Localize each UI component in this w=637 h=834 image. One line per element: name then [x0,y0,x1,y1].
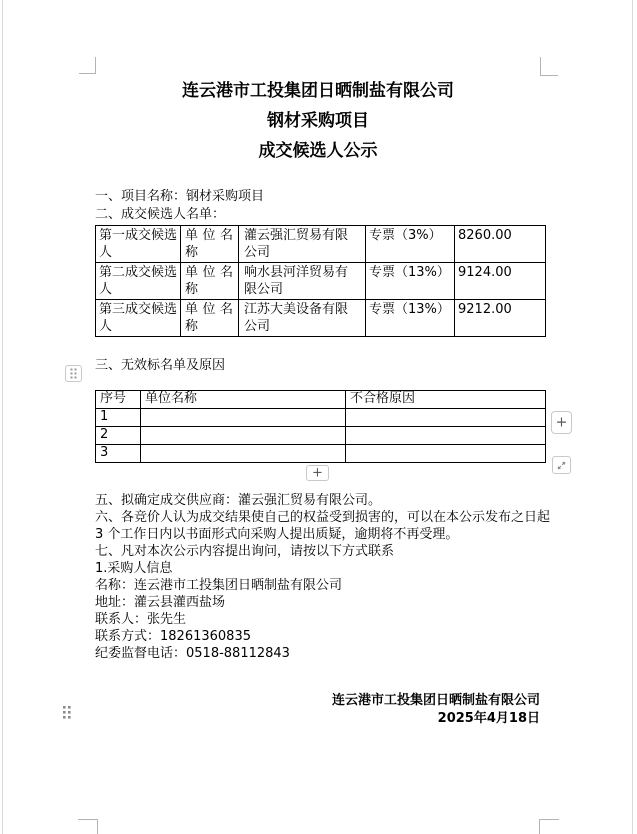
text-boundary-mark-top-right [540,57,558,76]
doc-title-project: 钢材采购项目 [267,111,369,131]
paragraph-purchaser-name: 名称：连云港市工投集团日晒制盐有限公司 [95,578,343,593]
invalid-table-header-row [96,391,546,409]
plus-icon: + [555,414,568,430]
paragraph-discipline-phone: 纪委监督电话：0518-88112843 [95,646,290,661]
block-drag-handle-icon [62,705,72,724]
plus-icon: + [312,465,323,480]
candidate-field-label-cell[interactable]: 单位名称 [181,263,239,300]
expand-table-button[interactable] [552,456,571,474]
candidate-company-cell[interactable]: 江苏大美设备有限公司 [239,300,366,337]
row-no-cell[interactable]: 2 [96,427,141,445]
invalid-row-3 [96,445,546,463]
paragraph-supplier: 五、拟确定成交供应商：灌云强汇贸易有限公司。 [95,493,382,508]
candidates-row-1 [96,226,546,263]
candidate-field-label-cell[interactable]: 单位名称 [181,300,239,337]
paragraph-project-name: 一、项目名称：钢材采购项目 [95,189,265,204]
candidate-price-cell[interactable]: 9212.00 [455,300,546,337]
candidates-row-2 [96,263,546,300]
paragraph-contact-heading: 七、凡对本次公示内容提出询问，请按以下方式联系 [95,544,395,559]
paragraph-objection-2: 3 个工作日内以书面形式向采购人提出质疑，逾期将不再受理。 [95,527,459,542]
candidate-price-cell[interactable]: 8260.00 [455,226,546,263]
candidate-rank-cell[interactable]: 第一成交候选人 [96,226,181,263]
header-reason-cell[interactable]: 不合格原因 [346,391,546,409]
candidate-company-cell[interactable]: 灌云强汇贸易有限公司 [239,226,366,263]
candidate-invoice-cell[interactable]: 专票（13%） [366,263,455,300]
paragraph-purchaser-phone: 联系方式：18261360835 [95,629,251,644]
expand-table-icon [556,456,567,475]
paragraph-invalid-heading: 三、无效标名单及原因 [95,358,226,373]
signature-company: 连云港市工投集团日晒制盐有限公司 [331,693,540,708]
candidate-company-cell[interactable]: 响水县河洋贸易有限公司 [239,263,366,300]
row-company-cell[interactable] [141,427,346,445]
block-drag-handle[interactable] [60,706,74,723]
page-right-edge [632,0,633,834]
paragraph-purchaser-heading: 1.采购人信息 [95,561,173,576]
invalid-bids-table [95,390,546,463]
page-left-edge [2,0,3,834]
signature-date: 2025年4月18日 [437,711,540,726]
row-no-cell[interactable]: 1 [96,409,141,427]
paragraph-purchaser-address: 地址：灌云县灌西盐场 [95,595,226,610]
candidate-rank-cell[interactable]: 第二成交候选人 [96,263,181,300]
candidate-invoice-cell[interactable]: 专票（13%） [366,300,455,337]
header-company-cell[interactable]: 单位名称 [141,391,346,409]
row-company-cell[interactable] [141,445,346,463]
add-row-button[interactable] [306,465,329,481]
row-no-cell[interactable]: 3 [96,445,141,463]
doc-title-company: 连云港市工投集团日晒制盐有限公司 [182,81,454,101]
row-reason-cell[interactable] [346,427,546,445]
doc-title-announcement: 成交候选人公示 [258,141,378,161]
invalid-row-1 [96,409,546,427]
row-reason-cell[interactable] [346,445,546,463]
paragraph-candidates-heading: 二、成交候选人名单： [95,207,226,222]
candidates-row-3 [96,300,546,337]
header-no-cell[interactable]: 序号 [96,391,141,409]
text-boundary-mark-bottom-right [539,819,559,834]
candidate-price-cell[interactable]: 9124.00 [455,263,546,300]
invalid-row-2 [96,427,546,445]
table-drag-handle-icon [70,364,77,383]
table-drag-handle-button[interactable] [65,365,82,382]
row-reason-cell[interactable] [346,409,546,427]
text-boundary-mark-top-left [79,57,96,74]
candidate-invoice-cell[interactable]: 专票（3%） [366,226,455,263]
add-column-button[interactable] [551,411,572,434]
candidates-table [95,225,546,337]
candidate-rank-cell[interactable]: 第三成交候选人 [96,300,181,337]
paragraph-purchaser-contact: 联系人：张先生 [95,612,187,627]
candidate-field-label-cell[interactable]: 单位名称 [181,226,239,263]
document-text-area [95,0,551,834]
paragraph-objection-1: 六、各竞价人认为成交结果使自己的权益受到损害的，可以在本公示发布之日起 [95,510,551,525]
row-company-cell[interactable] [141,409,346,427]
